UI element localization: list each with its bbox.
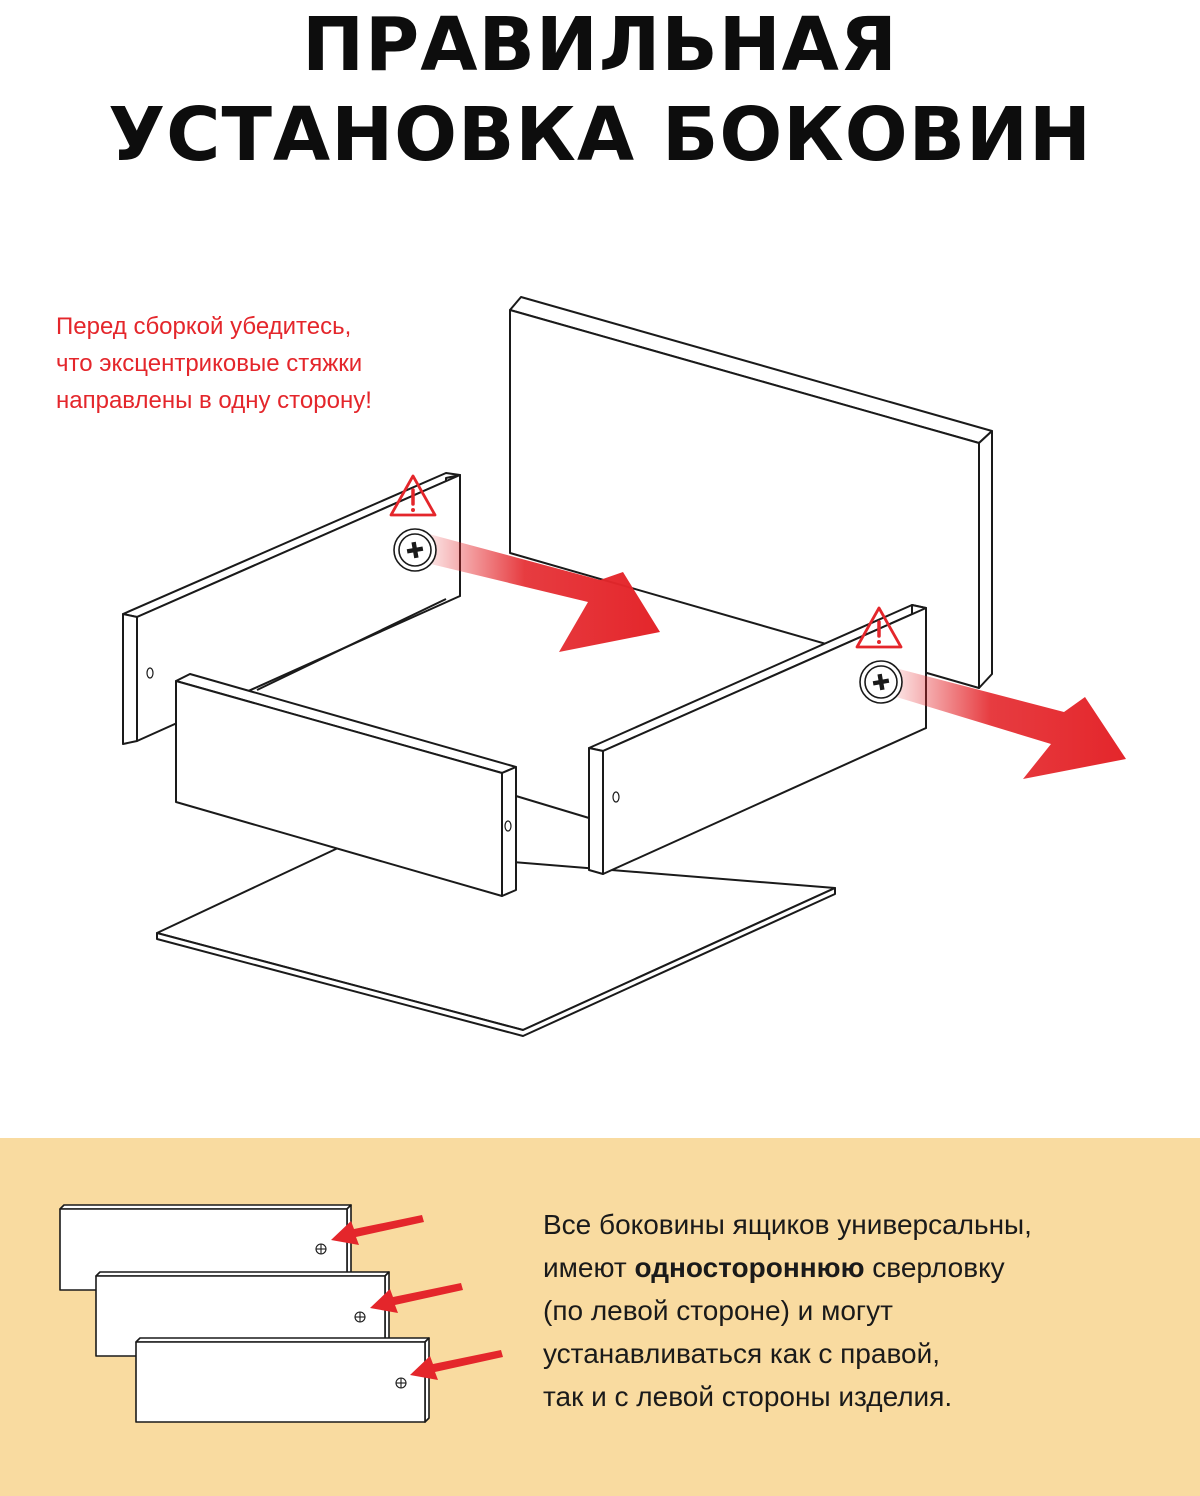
warning-note-line-3: направлены в одну сторону!: [56, 387, 372, 414]
drill-hole-icon: [396, 1378, 406, 1388]
cam-lock-icon: [394, 529, 436, 571]
info-line-5: так и с левой стороны изделия.: [543, 1381, 953, 1412]
stacked-panel-3: [136, 1338, 429, 1422]
info-emphasis: одностороннюю: [634, 1252, 865, 1283]
title-line-1: ПРАВИЛЬНАЯ: [302, 2, 898, 88]
cam-lock-icon: [860, 661, 902, 703]
stacked-side-panels: [60, 1205, 429, 1422]
info-line-2: [543, 1246, 1163, 1289]
warning-note-line-1: Перед сборкой убедитесь,: [56, 313, 352, 340]
info-line-4: устанавливаться как с правой,: [543, 1338, 940, 1369]
drill-hole-icon: [355, 1312, 365, 1322]
info-line-3: (по левой стороне) и могут: [543, 1295, 893, 1326]
title-line-2: УСТАНОВКА БОКОВИН: [108, 92, 1092, 178]
info-text: [543, 1203, 1163, 1418]
info-line-2-end: сверловку: [864, 1252, 1005, 1283]
warning-note-line-2: что эксцентриковые стяжки: [56, 350, 363, 377]
info-line-1: Все боковины ящиков универсальны,: [543, 1209, 1032, 1240]
info-line-2-start: имеют: [543, 1252, 635, 1283]
drill-hole-icon: [316, 1244, 326, 1254]
